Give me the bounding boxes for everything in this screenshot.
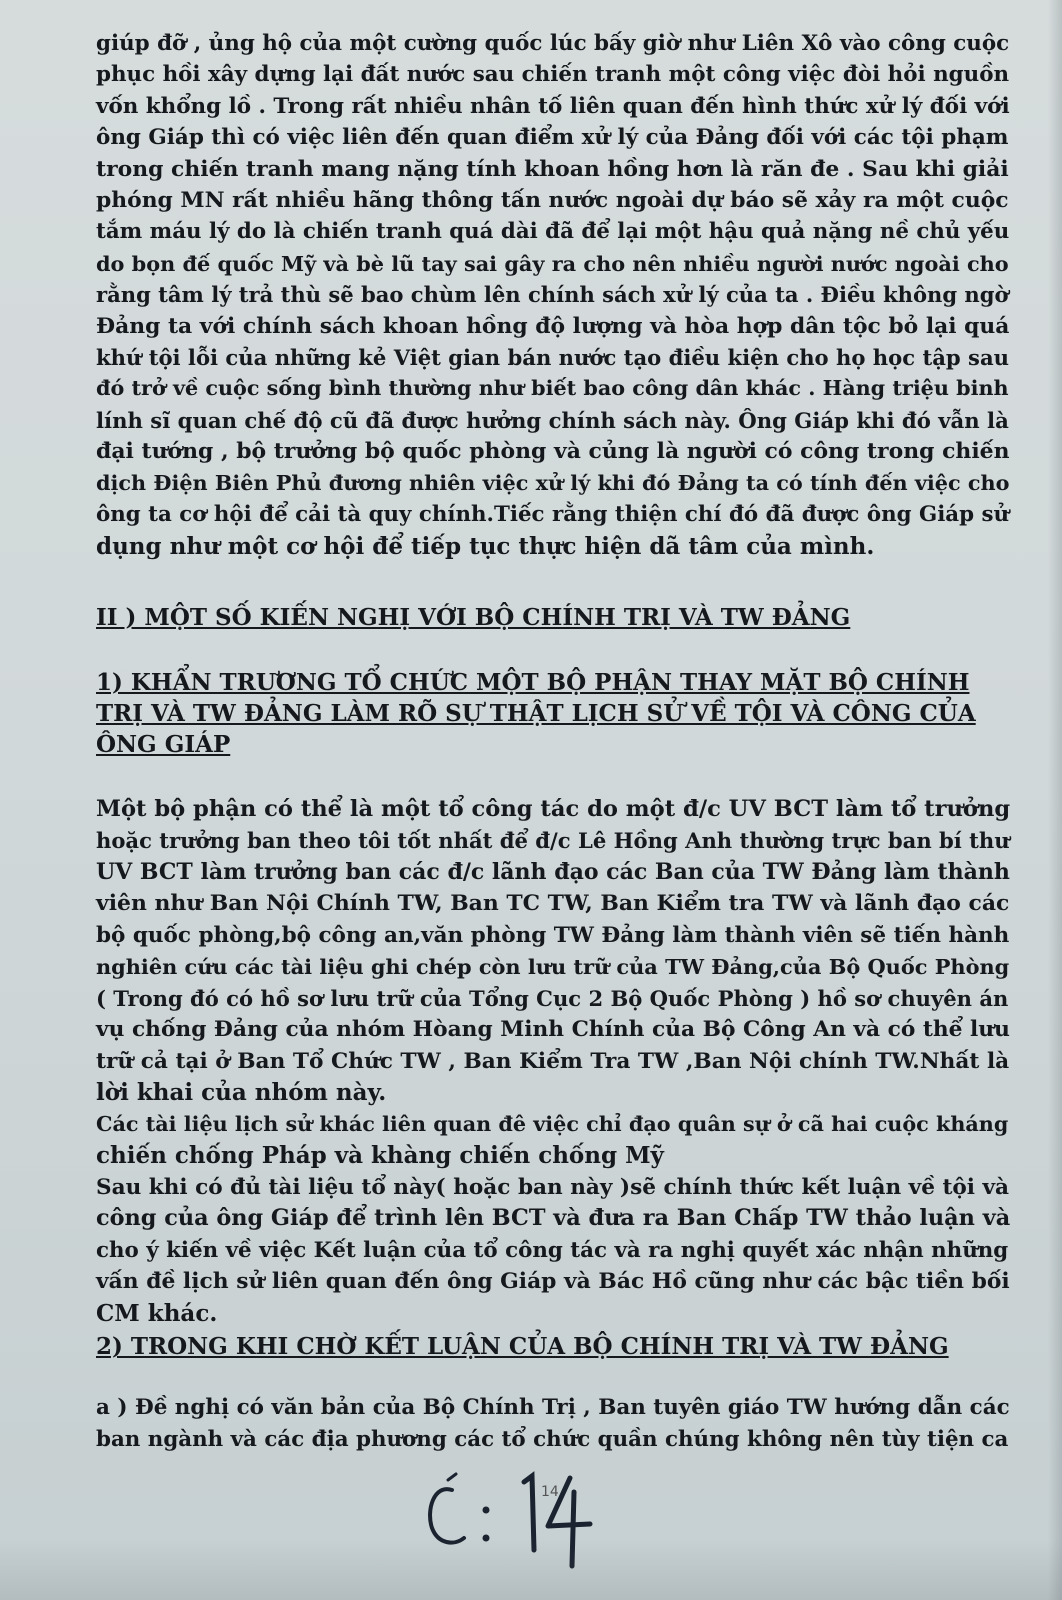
subheading-2: 2) TRONG KHI CHỜ KẾT LUẬN CỦA BỘ CHÍNH TRỊ VÀ TW ĐẢNG [96,1333,949,1361]
text-line: khứ tội lỗi của những kẻ Việt gian bán nước tạo điều kiện cho họ học tập sau [96,345,1009,371]
page-edge-shadow [1048,0,1062,1600]
text-line: bộ quốc phòng,bộ công an,văn phòng TW Đảng làm thành viên sẽ tiến hành [96,922,1010,948]
text-line: chiến chống Pháp và khàng chiến chống Mỹ [96,1142,664,1170]
text-line: viên như Ban Nội Chính TW, Ban TC TW, Ban Kiểm tra TW và lãnh đạo các [96,890,1010,917]
text-line: trữ cả tại ở Ban Tổ Chức TW , Ban Kiểm Tra TW ,Ban Nội chính TW.Nhất là [96,1048,1010,1074]
section-heading: II ) MỘT SỐ KIẾN NGHỊ VỚI BỘ CHÍNH TRỊ VÀ TW ĐẢNG [96,603,851,631]
text-line: lời khai của nhóm này. [96,1079,387,1107]
text-line: ( Trong đó có hồ sơ lưu trữ của Tổng Cục 2 Bộ Quốc Phòng ) hồ sơ chuyên án [96,985,1009,1011]
text-line: dụng như một cơ hội để tiếp tục thực hiện dã tâm của mình. [96,532,875,560]
text-line: Đảng ta với chính sách khoan hồng độ lượng và hòa hợp dân tộc bỏ lại quá [96,312,1010,339]
text-line: công của ông Giáp để trình lên BCT và đưa ra Ban Chấp TW thảo luận và [96,1205,1011,1232]
text-line: CM khác. [96,1299,218,1327]
text-line: đó trở về cuộc sống bình thường như biết bao công dân khác . Hàng triệu binh [96,376,1009,401]
page-number: 14 [541,1484,559,1500]
text-line: vấn đề lịch sử liên quan đến ông Giáp và Bác Hồ cũng như các bậc tiền bối [96,1269,1010,1295]
paragraph-3 [96,1392,1018,1455]
text-line: ông ta cơ hội để cải tà quy chính.Tiếc rằng thiện chí đó đã được ông Giáp sử [96,502,1010,528]
text-line: vốn khổng lồ . Trong rất nhiều nhân tố liên quan đến hình thức xử lý đối với [96,93,1010,119]
text-line: ông Giáp thì có việc liên đến quan điểm xử lý của Đảng đối với các tội phạm [96,125,1009,151]
text-line: a ) Đề nghị có văn bản của Bộ Chính Trị , Ban tuyên giáo TW hướng dẫn các [96,1395,1010,1421]
text-line: cho ý kiến về việc Kết luận của tổ công tác và ra nghị quyết xác nhận những [96,1237,1009,1263]
text-line: Các tài liệu lịch sử khác liên quan đê việc chỉ đạo quân sự ở cã hai cuộc kháng [96,1111,1009,1136]
text-line: TRỊ VÀ TW ĐẢNG LÀM RÕ SỰ THẬT LỊCH SỬ VỀ TỘI VÀ CÔNG CỦA [96,699,976,727]
text-line: hoặc trưởng ban theo tôi tốt nhất để đ/c Lê Hồng Anh thường trực ban bí thư [96,828,1010,854]
text-line: vụ chống Đảng của nhóm Hòang Minh Chính của Bộ Công An và có thể lưu [96,1017,1010,1043]
text-line: đại tướng , bộ trưởng bộ quốc phòng và củng là người có công trong chiến [96,438,1010,465]
text-line: giúp đỡ , ủng hộ của một cường quốc lúc bấy giờ như Liên Xô vào công cuộc [96,31,1010,56]
subheading-1 [96,667,1018,760]
paragraph-1 [96,28,1018,562]
text-line: rằng tâm lý trả thù sẽ bao chùm lên chính sách xử lý của ta . Điều không ngờ [96,282,1009,308]
text-line: lính sĩ quan chế độ cũ đã được hưởng chính sách này. Ông Giáp khi đó vẫn là [96,407,1009,433]
text-line: Một bộ phận có thể là một tổ công tác do một đ/c UV BCT làm tổ trưởng [96,795,1011,822]
text-line: 1) KHẨN TRƯƠNG TỔ CHỨC MỘT BỘ PHẬN THAY MẶT BỘ CHÍNH [96,668,970,696]
text-line: ÔNG GIÁP [96,730,231,758]
text-line: dịch Điện Biên Phủ đương nhiên việc xử lý khi đó Đảng ta có tính đến việc cho [96,470,1010,495]
text-line: do bọn đế quốc Mỹ và bè lũ tay sai gây ra cho nên nhiều người nước ngoài cho [96,250,1009,276]
text-line: trong chiến tranh mang nặng tính khoan hồng hơn là răn đe . Sau khi giải [96,155,1009,182]
document-body [96,28,1018,1455]
text-line: tắm máu lý do là chiến tranh quá dài đã để lại một hậu quả nặng nề chủ yếu [96,219,1010,245]
paragraph-2 [96,794,1018,1330]
page-bottom-shadow [0,1540,1062,1600]
text-line: phóng MN rất nhiều hãng thông tấn nước ngoài dự báo sẽ xảy ra một cuộc [96,187,1009,214]
text-line: Sau khi có đủ tài liệu tổ này( hoặc ban này )sẽ chính thức kết luận về tội và [96,1174,1010,1200]
text-line: ban ngành và các địa phương các tổ chức quần chúng không nên tùy tiện ca [96,1426,1009,1452]
text-line: UV BCT làm trưởng ban các đ/c lãnh đạo các Ban của TW Đảng làm thành [96,858,1010,885]
text-line: phục hồi xây dựng lại đất nước sau chiến tranh một công việc đòi hỏi nguồn [96,62,1010,88]
text-line: nghiên cứu các tài liệu ghi chép còn lưu trữ của TW Đảng,của Bộ Quốc Phòng [96,954,1010,980]
